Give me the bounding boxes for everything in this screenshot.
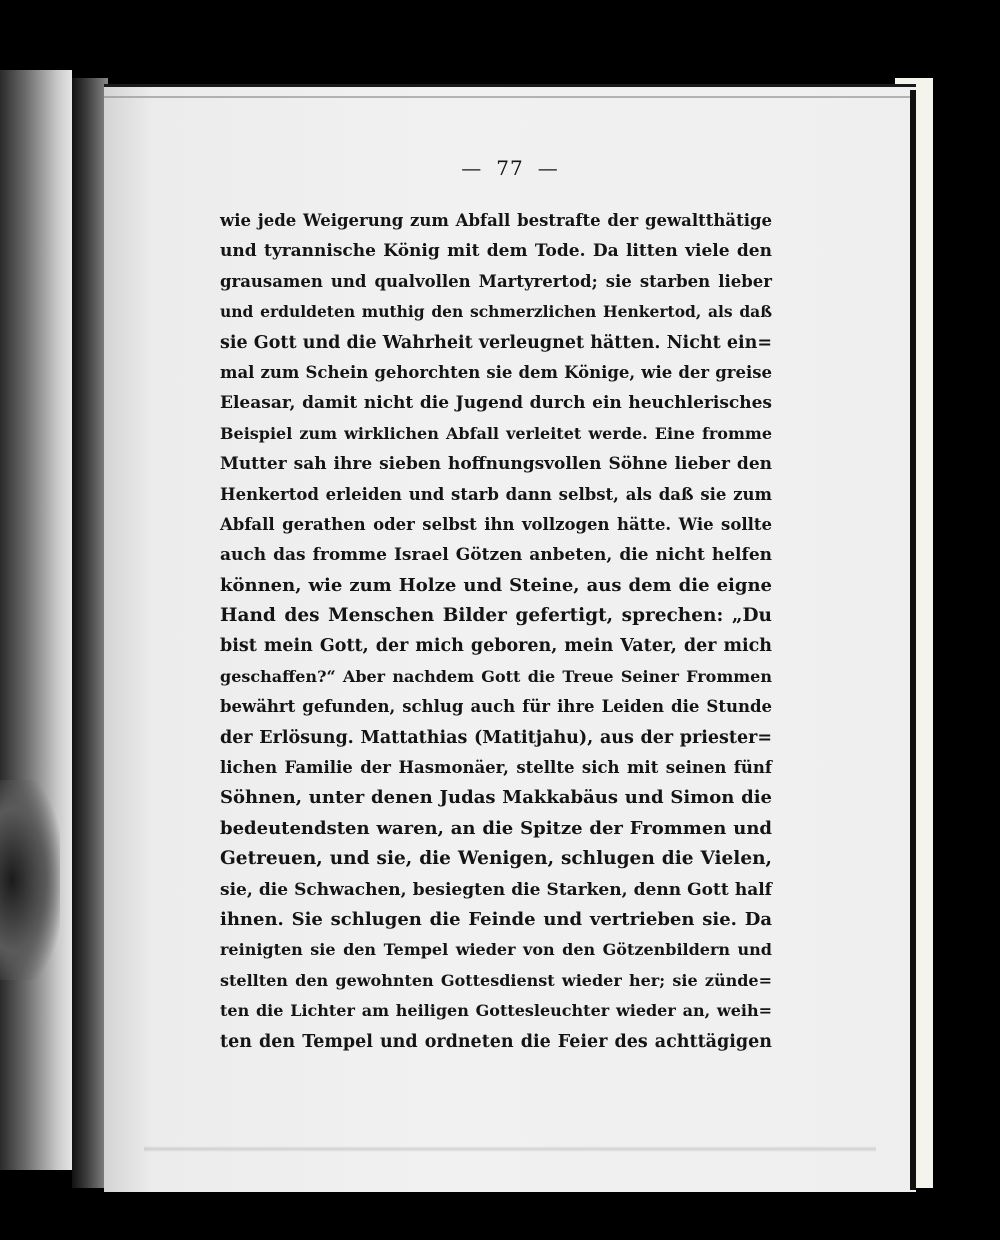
book-gutter — [72, 78, 108, 1188]
text-line: Eleasar, damit nicht die Jugend durch ein heuchlerisches — [220, 393, 772, 414]
text-line: Hand des Menschen Bilder gefertigt, sprechen: „Du — [220, 605, 772, 627]
text-line: Henkertod erleiden und starb dann selbst, als daß sie zum — [220, 484, 772, 504]
text-line: bedeutendsten waren, an die Spitze der Frommen und — [220, 817, 772, 839]
text-line: mal zum Schein gehorchten sie dem Könige, wie der greise — [220, 362, 772, 382]
page-number-header — [104, 156, 916, 180]
text-line: bist mein Gott, der mich geboren, mein Vater, der mich — [220, 636, 772, 657]
text-line: auch das fromme Israel Götzen anbeten, die nicht helfen — [220, 545, 772, 566]
text-line: und erduldeten muthig den schmerzlichen Henkertod, als daß — [220, 302, 772, 322]
text-line: Mutter sah ihre sieben hoffnungsvollen Söhne lieber den — [220, 454, 772, 475]
text-line: können, wie zum Holze und Steine, aus dem die eigne — [220, 574, 772, 596]
text-line: sie, die Schwachen, besiegten die Starken, denn Gott half — [220, 879, 772, 900]
text-line: der Erlösung. Mattathias (Matitjahu), aus der priester= — [220, 727, 772, 748]
text-line: und tyrannische König mit dem Tode. Da litten viele den — [220, 241, 772, 262]
page-right-edge — [910, 90, 916, 1190]
header-dash-left: — — [461, 156, 483, 180]
text-line: lichen Familie der Hasmonäer, stellte sich mit seinen fünf — [220, 758, 772, 778]
text-line: ihnen. Sie schlugen die Feinde und vertrieben sie. Da — [220, 908, 772, 930]
page-bottom-shading — [144, 1146, 876, 1152]
text-line: sie Gott und die Wahrheit verleugnet hätten. Nicht ein= — [220, 332, 772, 353]
text-line: ten die Lichter am heiligen Gottesleuchter wieder an, weih= — [220, 1001, 772, 1021]
text-line: geschaffen?“ Aber nachdem Gott die Treue Seiner Frommen — [220, 666, 772, 686]
page-number: 77 — [496, 156, 524, 180]
previous-page-shadow — [0, 780, 60, 980]
text-line: grausamen und qualvollen Martyrertod; sie starben lieber — [220, 271, 772, 291]
text-line: Getreuen, und sie, die Wenigen, schlugen die Vielen, — [220, 848, 772, 870]
text-line: Abfall gerathen oder selbst ihn vollzogen hätte. Wie sollte — [220, 514, 772, 534]
text-line: reinigten sie den Tempel wieder von den Götzenbildern und — [220, 940, 772, 960]
book-page — [104, 84, 916, 1192]
text-line: Beispiel zum wirklichen Abfall verleitet werde. Eine fromme — [220, 423, 772, 443]
text-line: Söhnen, unter denen Judas Makkabäus und Simon die — [220, 787, 772, 809]
text-line: ten den Tempel und ordneten die Feier des achttägigen — [220, 1031, 772, 1052]
text-line: bewährt gefunden, schlug auch für ihre Leiden die Stunde — [220, 697, 772, 717]
previous-page-edge — [0, 70, 72, 1170]
text-line: wie jede Weigerung zum Abfall bestrafte der gewaltthätige — [220, 211, 772, 230]
header-dash-right: — — [537, 156, 559, 180]
text-line: stellten den gewohnten Gottesdienst wieder her; sie zünde= — [220, 970, 772, 990]
page-body-text — [220, 206, 772, 1057]
page-top-rule — [104, 96, 916, 98]
